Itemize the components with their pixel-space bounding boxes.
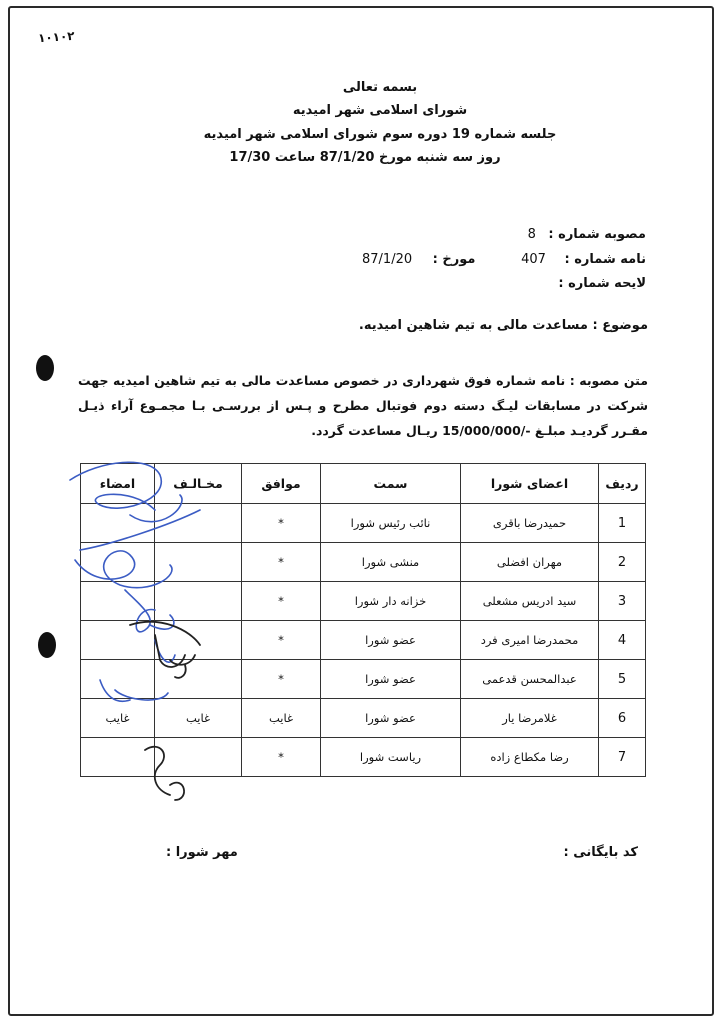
member-name: حمیدرضا باقری (461, 504, 599, 543)
agree-mark: * (242, 738, 321, 777)
resolution-label: مصوبه شماره : (548, 227, 646, 242)
signature-cell (81, 543, 155, 582)
council-heading: شورای اسلامی شهر امیدیه (292, 103, 468, 118)
col-member-header: اعضای شورا (461, 464, 599, 504)
member-name: عبدالمحسن قدعمی (461, 660, 599, 699)
member-name: رضا مکطاع زاده (461, 738, 599, 777)
oppose-mark: غایب (155, 699, 242, 738)
signature-cell (81, 504, 155, 543)
member-name: سید ادریس مشعلی (461, 582, 599, 621)
oppose-mark (155, 504, 242, 543)
table-row (81, 543, 646, 582)
bill-label: لایحه شماره : (558, 276, 646, 291)
oppose-mark (155, 582, 242, 621)
row-number: 5 (599, 660, 646, 699)
agree-mark: * (242, 504, 321, 543)
member-name: محمدرضا امیری فرد (461, 621, 599, 660)
letter-label: نامه شماره : (564, 252, 646, 267)
member-role: عضو شورا (321, 621, 461, 660)
row-number: 6 (599, 699, 646, 738)
member-name: غلامرضا یار (461, 699, 599, 738)
punch-hole-top (36, 355, 54, 381)
subject-line: موضوع : مساعدت مالی به تیم شاهین امیدیه. (358, 318, 648, 333)
letter-date (362, 252, 475, 267)
signature-cell (81, 582, 155, 621)
resolution-value: 8 (527, 227, 536, 242)
member-role: خزانه دار شورا (321, 582, 461, 621)
signature-cell (81, 738, 155, 777)
council-seal-label: مهر شورا : (166, 845, 238, 860)
table-row (81, 660, 646, 699)
member-name: مهران افضلی (461, 543, 599, 582)
date-value: 87/1/20 (362, 252, 413, 267)
session-heading: جلسه شماره 19 دوره سوم شورای اسلامی شهر امیدیه (203, 127, 557, 142)
col-signature-header: امضاء (81, 464, 155, 504)
table-row (81, 738, 646, 777)
row-number: 2 (599, 543, 646, 582)
letter-number (521, 252, 646, 267)
col-row-header: ردیف (599, 464, 646, 504)
member-role: ریاست شورا (321, 738, 461, 777)
resolution-number (528, 227, 646, 242)
signature-cell (81, 621, 155, 660)
date-label: مورخ : (432, 252, 476, 267)
signature-cell: غایب (81, 699, 155, 738)
row-number: 1 (599, 504, 646, 543)
row-number: 7 (599, 738, 646, 777)
table-row (81, 504, 646, 543)
page-number: ۱۰۱۰۲ (37, 28, 76, 46)
resolution-body: متن مصوبه : نامه شماره فوق شهرداری در خصوص مساعدت مالی به تیم شاهین امیدیه جهت شرکت در مسابقات لیـگ دسته دوم فوتبال مطرح و پـس از بررسـی بـا مجمـوع آراء ذیـل مقـرر گردیـد مبلـغ -/15/000/000 ریـال مساعدت گردد. (78, 373, 648, 438)
punch-hole-bottom (38, 632, 56, 658)
agree-mark: * (242, 543, 321, 582)
table-row (81, 582, 646, 621)
archive-code-label: کد بایگانی : (563, 845, 638, 860)
session-date-line: روز سه شنبه مورخ 87/1/20 ساعت 17/30 (229, 150, 501, 165)
table-row (81, 621, 646, 660)
oppose-mark (155, 738, 242, 777)
agree-mark: * (242, 660, 321, 699)
col-agree-header: موافق (242, 464, 321, 504)
invocation-heading: بسمه تعالی (342, 80, 418, 95)
col-role-header: سمت (321, 464, 461, 504)
oppose-mark (155, 543, 242, 582)
agree-mark: غایب (242, 699, 321, 738)
members-table (80, 463, 646, 777)
member-role: عضو شورا (321, 660, 461, 699)
member-role: نائب رئیس شورا (321, 504, 461, 543)
oppose-mark (155, 660, 242, 699)
agree-mark: * (242, 621, 321, 660)
row-number: 3 (599, 582, 646, 621)
signature-cell (81, 660, 155, 699)
col-oppose-header: مخـالـف (155, 464, 242, 504)
table-header-row (81, 464, 646, 504)
agree-mark: * (242, 582, 321, 621)
table-row (81, 699, 646, 738)
row-number: 4 (599, 621, 646, 660)
member-role: منشی شورا (321, 543, 461, 582)
oppose-mark (155, 621, 242, 660)
member-role: عضو شورا (321, 699, 461, 738)
letter-value: 407 (521, 252, 546, 267)
